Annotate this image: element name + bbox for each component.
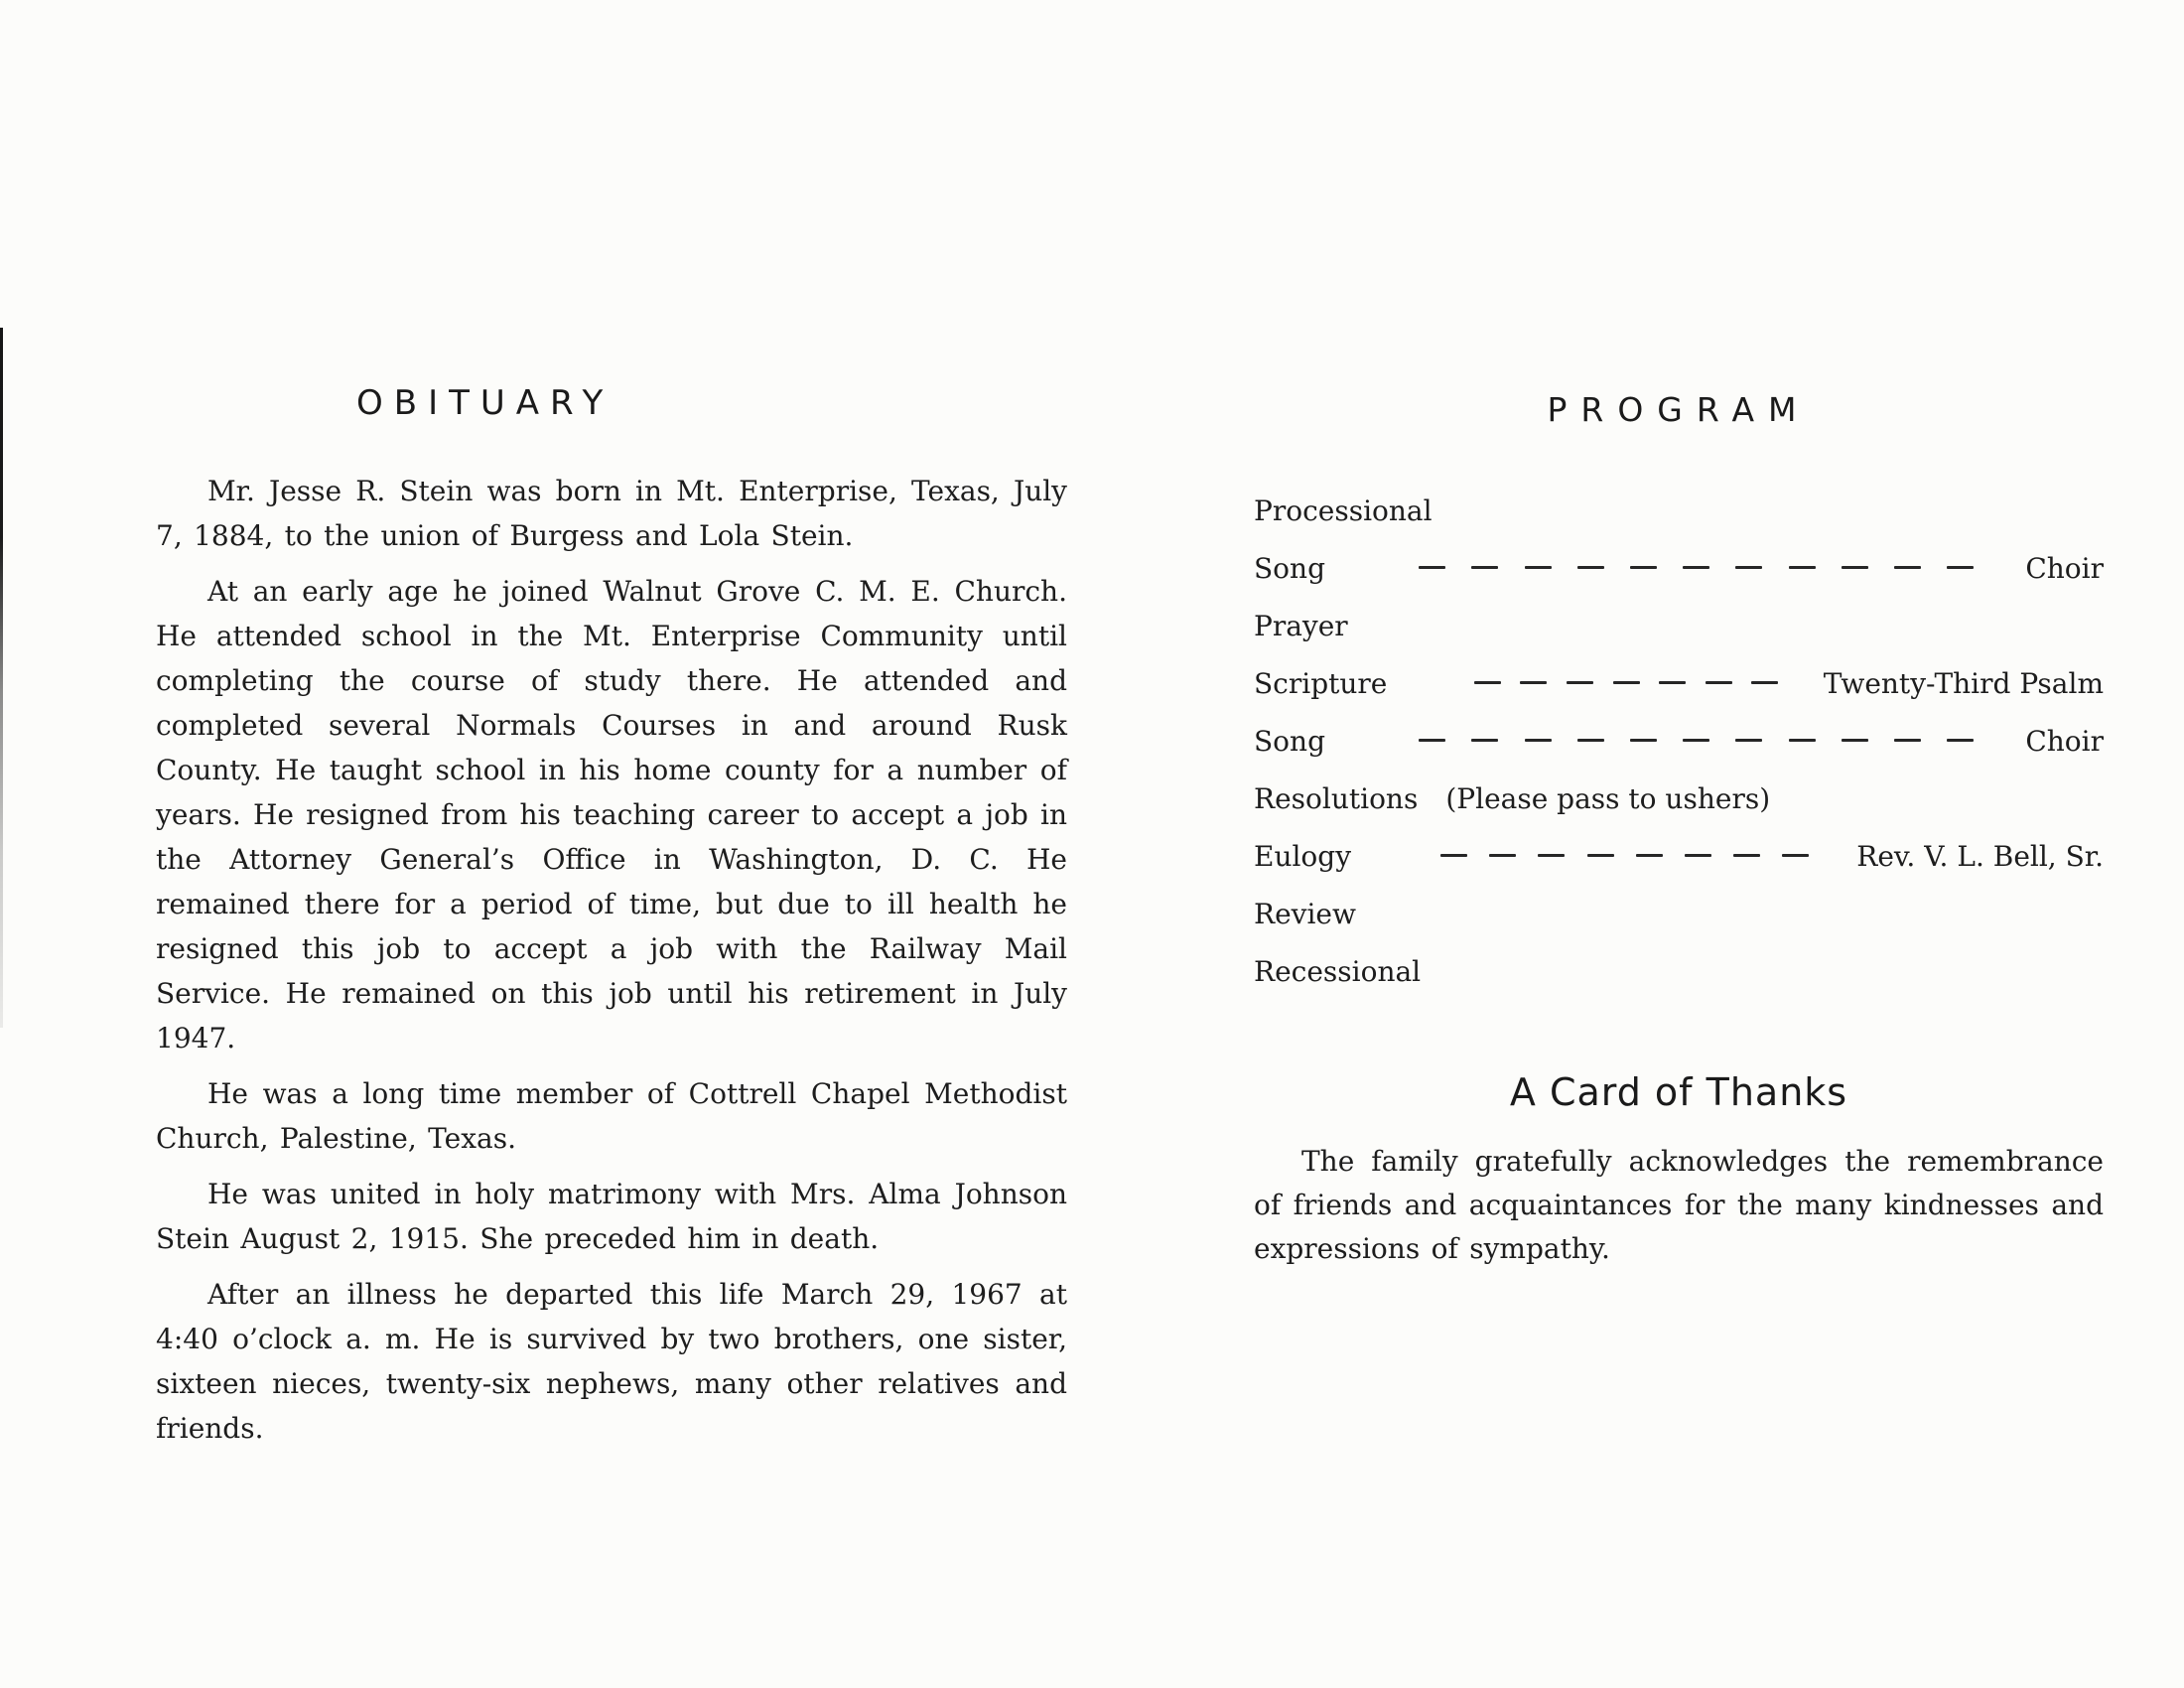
obituary-paragraph: Mr. Jesse R. Stein was born in Mt. Enterprise, Texas, July 7, 1884, to the union of Burgess and Lola Stein.	[156, 475, 1067, 552]
program-item-right: Choir	[2025, 725, 2104, 758]
obituary-paragraph: He was united in holy matrimony with Mrs. Alma Johnson Stein August 2, 1915. She preceded him in death.	[156, 1178, 1067, 1255]
dash-leader	[1393, 725, 1999, 755]
program-item-right: Rev. V. L. Bell, Sr.	[1856, 840, 2104, 873]
dash-leader	[1419, 840, 1831, 870]
program-item-label: Recessional	[1254, 955, 1422, 988]
scan-artifact-line	[0, 328, 3, 1028]
obituary-paragraph: He was a long time member of Cottrell Chapel Methodist Church, Palestine, Texas.	[156, 1077, 1067, 1155]
program-item	[1254, 725, 2104, 782]
program-item-label: Eulogy	[1254, 840, 1352, 873]
program-item-label: Scripture	[1254, 667, 1388, 700]
obituary-page	[156, 383, 1067, 1462]
dash-leader	[1500, 494, 2078, 524]
program-item	[1254, 667, 2104, 725]
program-item-note: (Please pass to ushers)	[1445, 782, 1771, 815]
program-item	[1254, 610, 2104, 667]
program-item	[1254, 494, 2104, 552]
program-page	[1254, 390, 2104, 1271]
dash-leader	[1424, 898, 2078, 927]
program-item-right: Choir	[2025, 552, 2104, 585]
card-of-thanks-text: The family gratefully acknowledges the remembrance of friends and acquaintances for the many kindnesses and expressions of sympathy.	[1254, 1145, 2104, 1265]
program-title: PROGRAM	[1547, 390, 1811, 429]
obituary-body	[156, 469, 1067, 1451]
program-item-label: Prayer	[1254, 610, 1348, 642]
card-of-thanks-title: A Card of Thanks	[1509, 1070, 1848, 1114]
program-item-right: Twenty-Third Psalm	[1823, 667, 2104, 700]
dash-leader	[1488, 955, 2078, 985]
program-list	[1254, 494, 2104, 1013]
program-item-label: Song	[1254, 725, 1325, 758]
program-item-label: Song	[1254, 552, 1325, 585]
dash-leader	[1393, 552, 1999, 582]
dash-leader	[1810, 782, 2078, 812]
card-of-thanks-section	[1254, 1070, 2104, 1271]
program-item	[1254, 782, 2104, 840]
program-item	[1254, 898, 2104, 955]
dash-leader	[1454, 667, 1797, 697]
obituary-paragraph: After an illness he departed this life March 29, 1967 at 4:40 o’clock a. m. He is survived by two brothers, one sister, sixteen nieces, twenty-six nephews, many other relatives and friends.	[156, 1278, 1067, 1445]
dash-leader	[1416, 610, 2078, 639]
program-item-label: Resolutions	[1254, 782, 1419, 815]
program-item	[1254, 840, 2104, 898]
obituary-paragraph: At an early age he joined Walnut Grove C. M. E. Church. He attended school in the Mt. Enterprise Community until completing the course of study there. He attended and completed several Normals Courses in and around Rusk County. He taught school in his home county for a number of years. He resigned from his teaching career to accept a job in the Attorney General’s Office in Washington, D. C. He remained there for a period of time, but due to ill health he resigned this job to accept a job with the Railway Mail Service. He remained on this job until his retirement in July 1947.	[156, 575, 1067, 1055]
program-item-label: Processional	[1254, 494, 1433, 527]
obituary-title: OBITUARY	[356, 383, 614, 423]
program-item	[1254, 955, 2104, 1013]
program-item-label: Review	[1254, 898, 1356, 930]
program-item	[1254, 552, 2104, 610]
